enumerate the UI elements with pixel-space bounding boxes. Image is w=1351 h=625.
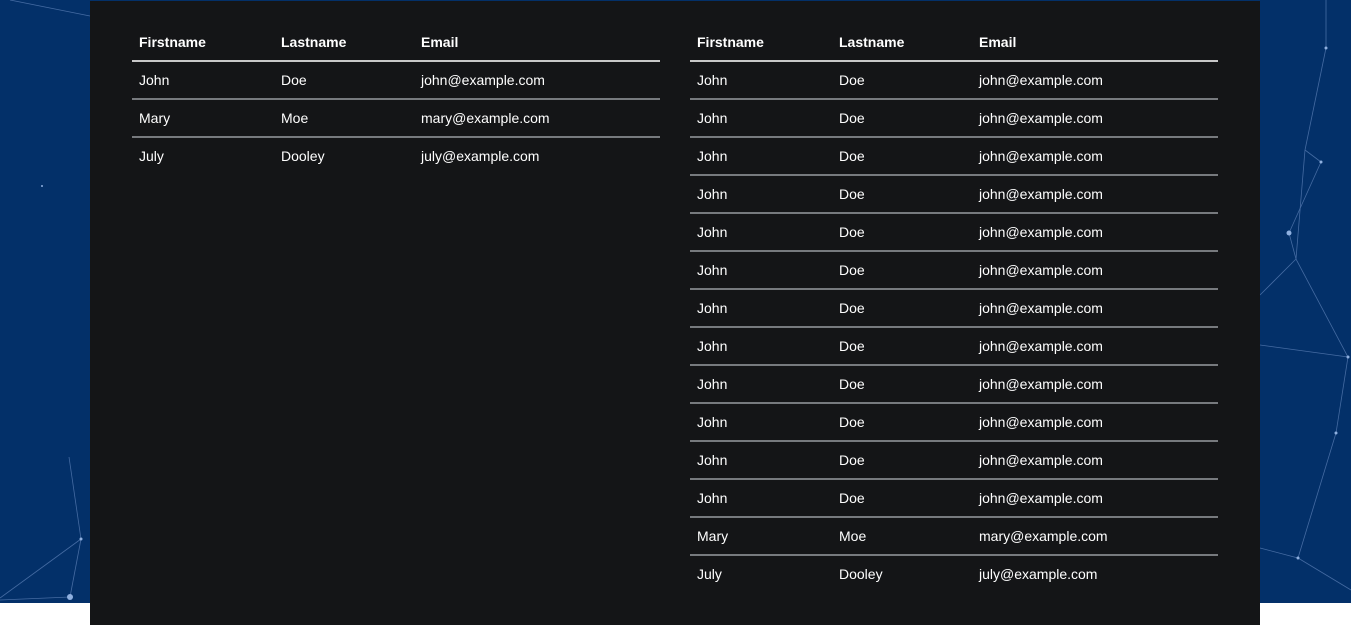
header-firstname: Firstname [132,24,274,61]
cell-email: john@example.com [972,365,1218,403]
table-row [690,99,1218,137]
cell-lastname: Moe [832,517,972,555]
cell-email: john@example.com [972,175,1218,213]
cell-email: john@example.com [972,441,1218,479]
table-row [132,61,660,99]
cell-lastname: Doe [832,479,972,517]
cell-email: mary@example.com [414,99,660,137]
cell-lastname: Doe [832,441,972,479]
cell-lastname: Moe [274,99,414,137]
header-lastname: Lastname [274,24,414,61]
cell-firstname: John [690,441,832,479]
cell-firstname: John [690,327,832,365]
table-row [690,175,1218,213]
cell-firstname: John [690,365,832,403]
header-email: Email [972,24,1218,61]
table-header-row [690,24,1218,61]
table-row [690,517,1218,555]
cell-lastname: Doe [832,99,972,137]
cell-email: john@example.com [972,289,1218,327]
cell-lastname: Doe [832,289,972,327]
table-row [690,327,1218,365]
table-row [690,213,1218,251]
cell-lastname: Doe [832,213,972,251]
cell-firstname: John [690,289,832,327]
cell-firstname: John [690,213,832,251]
right-table [690,24,1218,592]
cell-email: mary@example.com [972,517,1218,555]
cell-lastname: Doe [832,61,972,99]
cell-lastname: Doe [832,403,972,441]
header-firstname: Firstname [690,24,832,61]
cell-firstname: John [690,61,832,99]
table-row [690,251,1218,289]
table-row [690,365,1218,403]
table-row [132,99,660,137]
cell-firstname: John [690,479,832,517]
cell-lastname: Dooley [839,566,883,582]
cell-lastname: Doe [832,137,972,175]
cell-email: john@example.com [972,99,1218,137]
table-row [690,137,1218,175]
cell-email: john@example.com [972,137,1218,175]
content-panel [90,1,1260,625]
cell-email: john@example.com [972,327,1218,365]
cell-lastname: Doe [832,251,972,289]
table-row [690,61,1218,99]
left-table [132,24,660,174]
cell-lastname: Doe [832,365,972,403]
cell-firstname: John [690,175,832,213]
cell-email: john@example.com [972,251,1218,289]
cell-lastname: Doe [274,61,414,99]
table-row [690,441,1218,479]
table-row [690,555,1218,592]
cell-lastname: Doe [832,175,972,213]
table-row [690,289,1218,327]
cell-firstname: John [690,99,832,137]
cell-lastname: Dooley [281,148,325,164]
cell-lastname: Doe [832,327,972,365]
cell-email: july@example.com [421,148,540,164]
cell-email: john@example.com [414,61,660,99]
table-header-row [132,24,660,61]
table-row [132,137,660,174]
cell-firstname: John [690,403,832,441]
cell-firstname: July [139,148,164,164]
cell-email: john@example.com [972,213,1218,251]
cell-email: july@example.com [979,566,1098,582]
cell-firstname: Mary [690,517,832,555]
cell-firstname: John [132,61,274,99]
cell-firstname: John [690,251,832,289]
cell-firstname: Mary [132,99,274,137]
cell-email: john@example.com [972,403,1218,441]
cell-firstname: John [690,137,832,175]
cell-email: john@example.com [972,61,1218,99]
cell-email: john@example.com [972,479,1218,517]
table-row [690,403,1218,441]
table-row [690,479,1218,517]
header-email: Email [414,24,660,61]
cell-firstname: July [697,566,722,582]
header-lastname: Lastname [832,24,972,61]
